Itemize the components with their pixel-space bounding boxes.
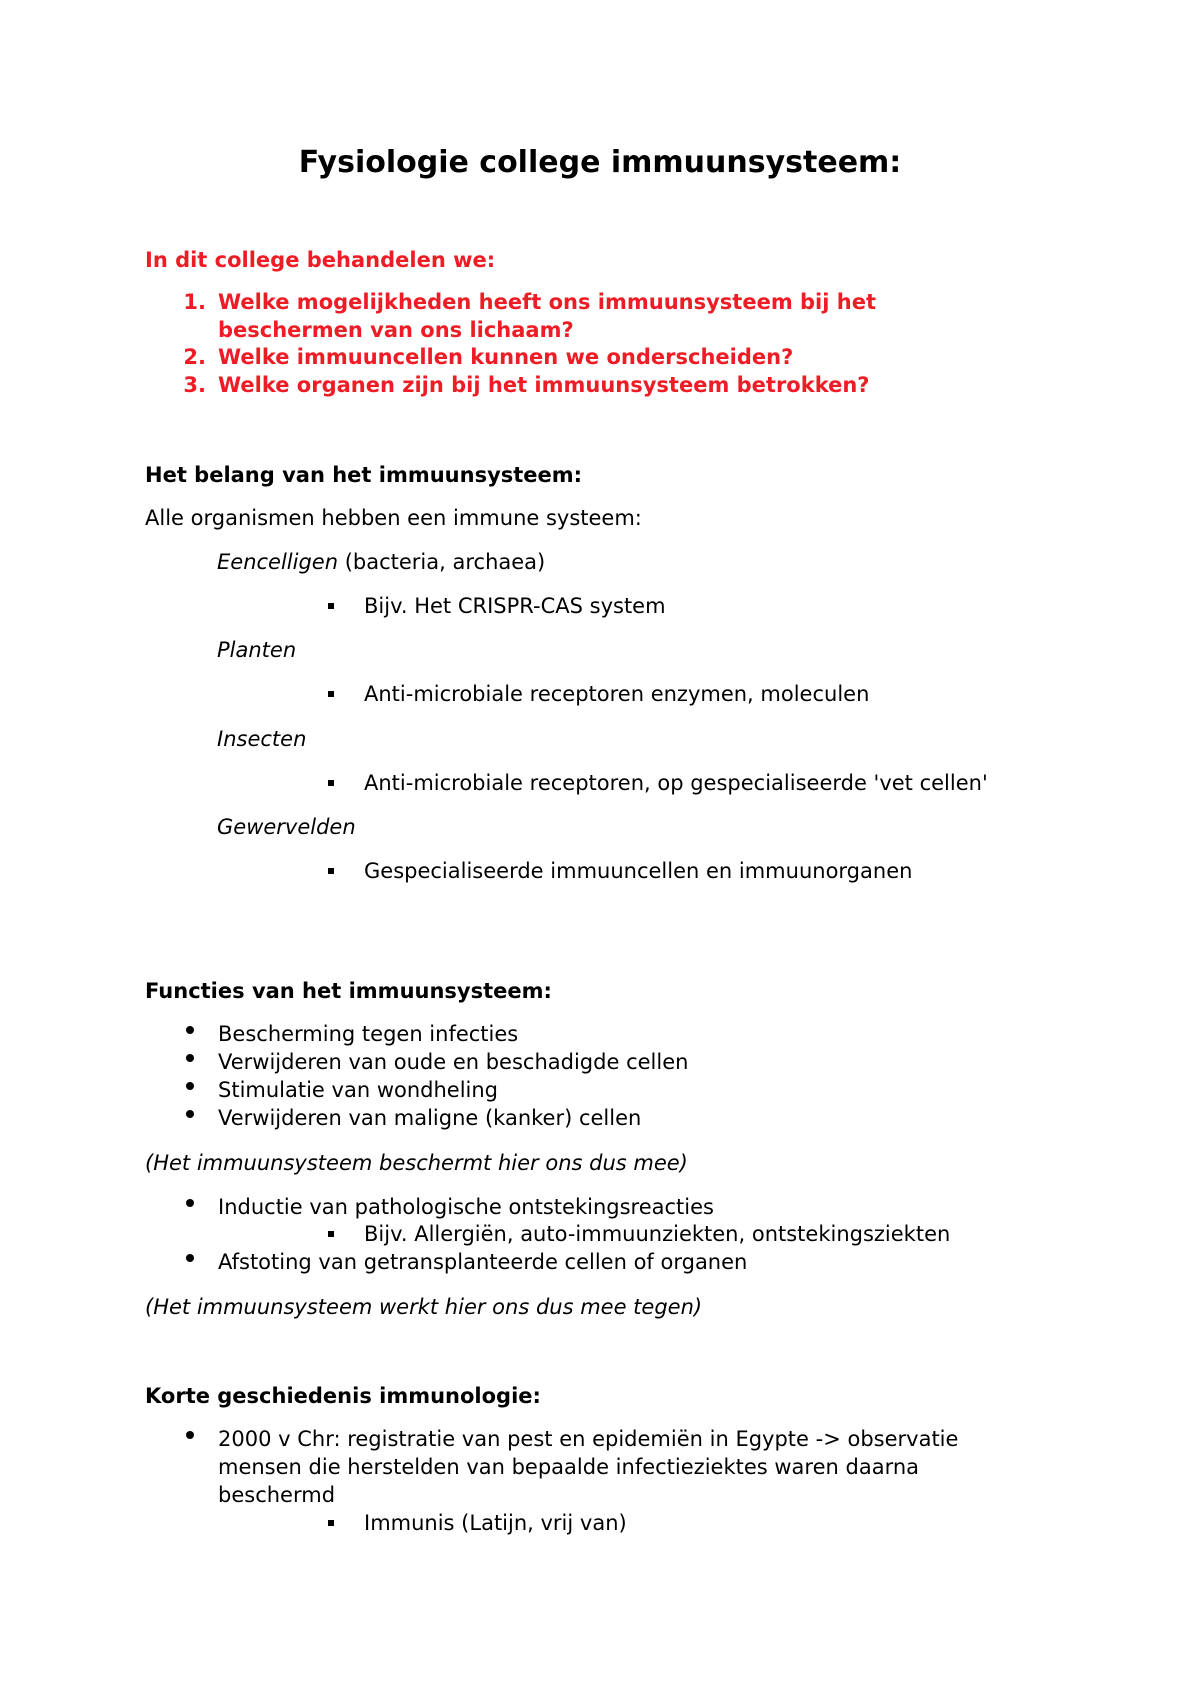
organism-name: Gewervelden [217, 815, 356, 839]
intro-number: 1. [183, 290, 206, 314]
organism-extra: (bacteria, archaea) [338, 550, 546, 574]
intro-item: Welke mogelijkheden heeft ons immuunsysteem bij het [218, 290, 876, 314]
list-item-continuation: beschermd [218, 1483, 336, 1507]
page-title: Fysiologie college immuunsysteem: [298, 145, 902, 180]
section-heading-belang: Het belang van het immuunsysteem: [145, 463, 583, 487]
organism-bullet: Bijv. Het CRISPR-CAS system [364, 594, 666, 618]
intro-heading: In dit college behandelen we: [145, 248, 496, 272]
square-bullet-icon [328, 868, 334, 874]
square-bullet-icon [328, 1520, 334, 1526]
organism-bullet: Gespecialiseerde immuuncellen en immuunorganen [364, 859, 913, 883]
bullet-icon [186, 1254, 194, 1262]
list-item: Verwijderen van maligne (kanker) cellen [218, 1106, 642, 1130]
intro-number: 3. [183, 373, 206, 397]
list-item: Verwijderen van oude en beschadigde cellen [218, 1050, 689, 1074]
bullet-icon [186, 1110, 194, 1118]
square-bullet-icon [328, 1231, 334, 1237]
section-heading-geschiedenis: Korte geschiedenis immunologie: [145, 1384, 541, 1408]
intro-number: 2. [183, 345, 206, 369]
list-item: Bescherming tegen infecties [218, 1022, 519, 1046]
square-bullet-icon [328, 691, 334, 697]
bullet-icon [186, 1431, 194, 1439]
organism-name: Insecten [217, 727, 307, 751]
organism-group [217, 548, 545, 576]
list-item: Afstoting van getransplanteerde cellen of organen [218, 1250, 748, 1274]
list-item: Stimulatie van wondheling [218, 1078, 499, 1102]
belang-text: Alle organismen hebben een immune systeem: [145, 506, 642, 530]
intro-item-continuation: beschermen van ons lichaam? [218, 318, 574, 342]
square-bullet-icon [328, 603, 334, 609]
bullet-icon [186, 1026, 194, 1034]
organism-name: Planten [217, 638, 297, 662]
bullet-icon [186, 1054, 194, 1062]
organism-bullet: Anti-microbiale receptoren, op gespecialiseerde 'vet cellen' [364, 771, 988, 795]
list-item-continuation: mensen die herstelden van bepaalde infectieziektes waren daarna [218, 1455, 920, 1479]
intro-item: Welke immuuncellen kunnen we onderscheiden? [218, 345, 794, 369]
note: (Het immuunsysteem beschermt hier ons dus mee) [145, 1151, 688, 1175]
bullet-icon [186, 1199, 194, 1207]
note: (Het immuunsysteem werkt hier ons dus mee tegen) [145, 1295, 703, 1319]
list-item: Inductie van pathologische ontstekingsreacties [218, 1195, 714, 1219]
section-heading-functies: Functies van het immuunsysteem: [145, 979, 552, 1003]
sub-list-item: Bijv. Allergiën, auto-immuunziekten, ontstekingsziekten [364, 1222, 951, 1246]
square-bullet-icon [328, 780, 334, 786]
organism-bullet: Anti-microbiale receptoren enzymen, moleculen [364, 682, 870, 706]
sub-list-item: Immunis (Latijn, vrij van) [364, 1511, 627, 1535]
intro-item: Welke organen zijn bij het immuunsysteem betrokken? [218, 373, 870, 397]
list-item: 2000 v Chr: registratie van pest en epidemiën in Egypte -> observatie [218, 1427, 959, 1451]
bullet-icon [186, 1082, 194, 1090]
organism-name: Eencelligen [217, 550, 339, 574]
